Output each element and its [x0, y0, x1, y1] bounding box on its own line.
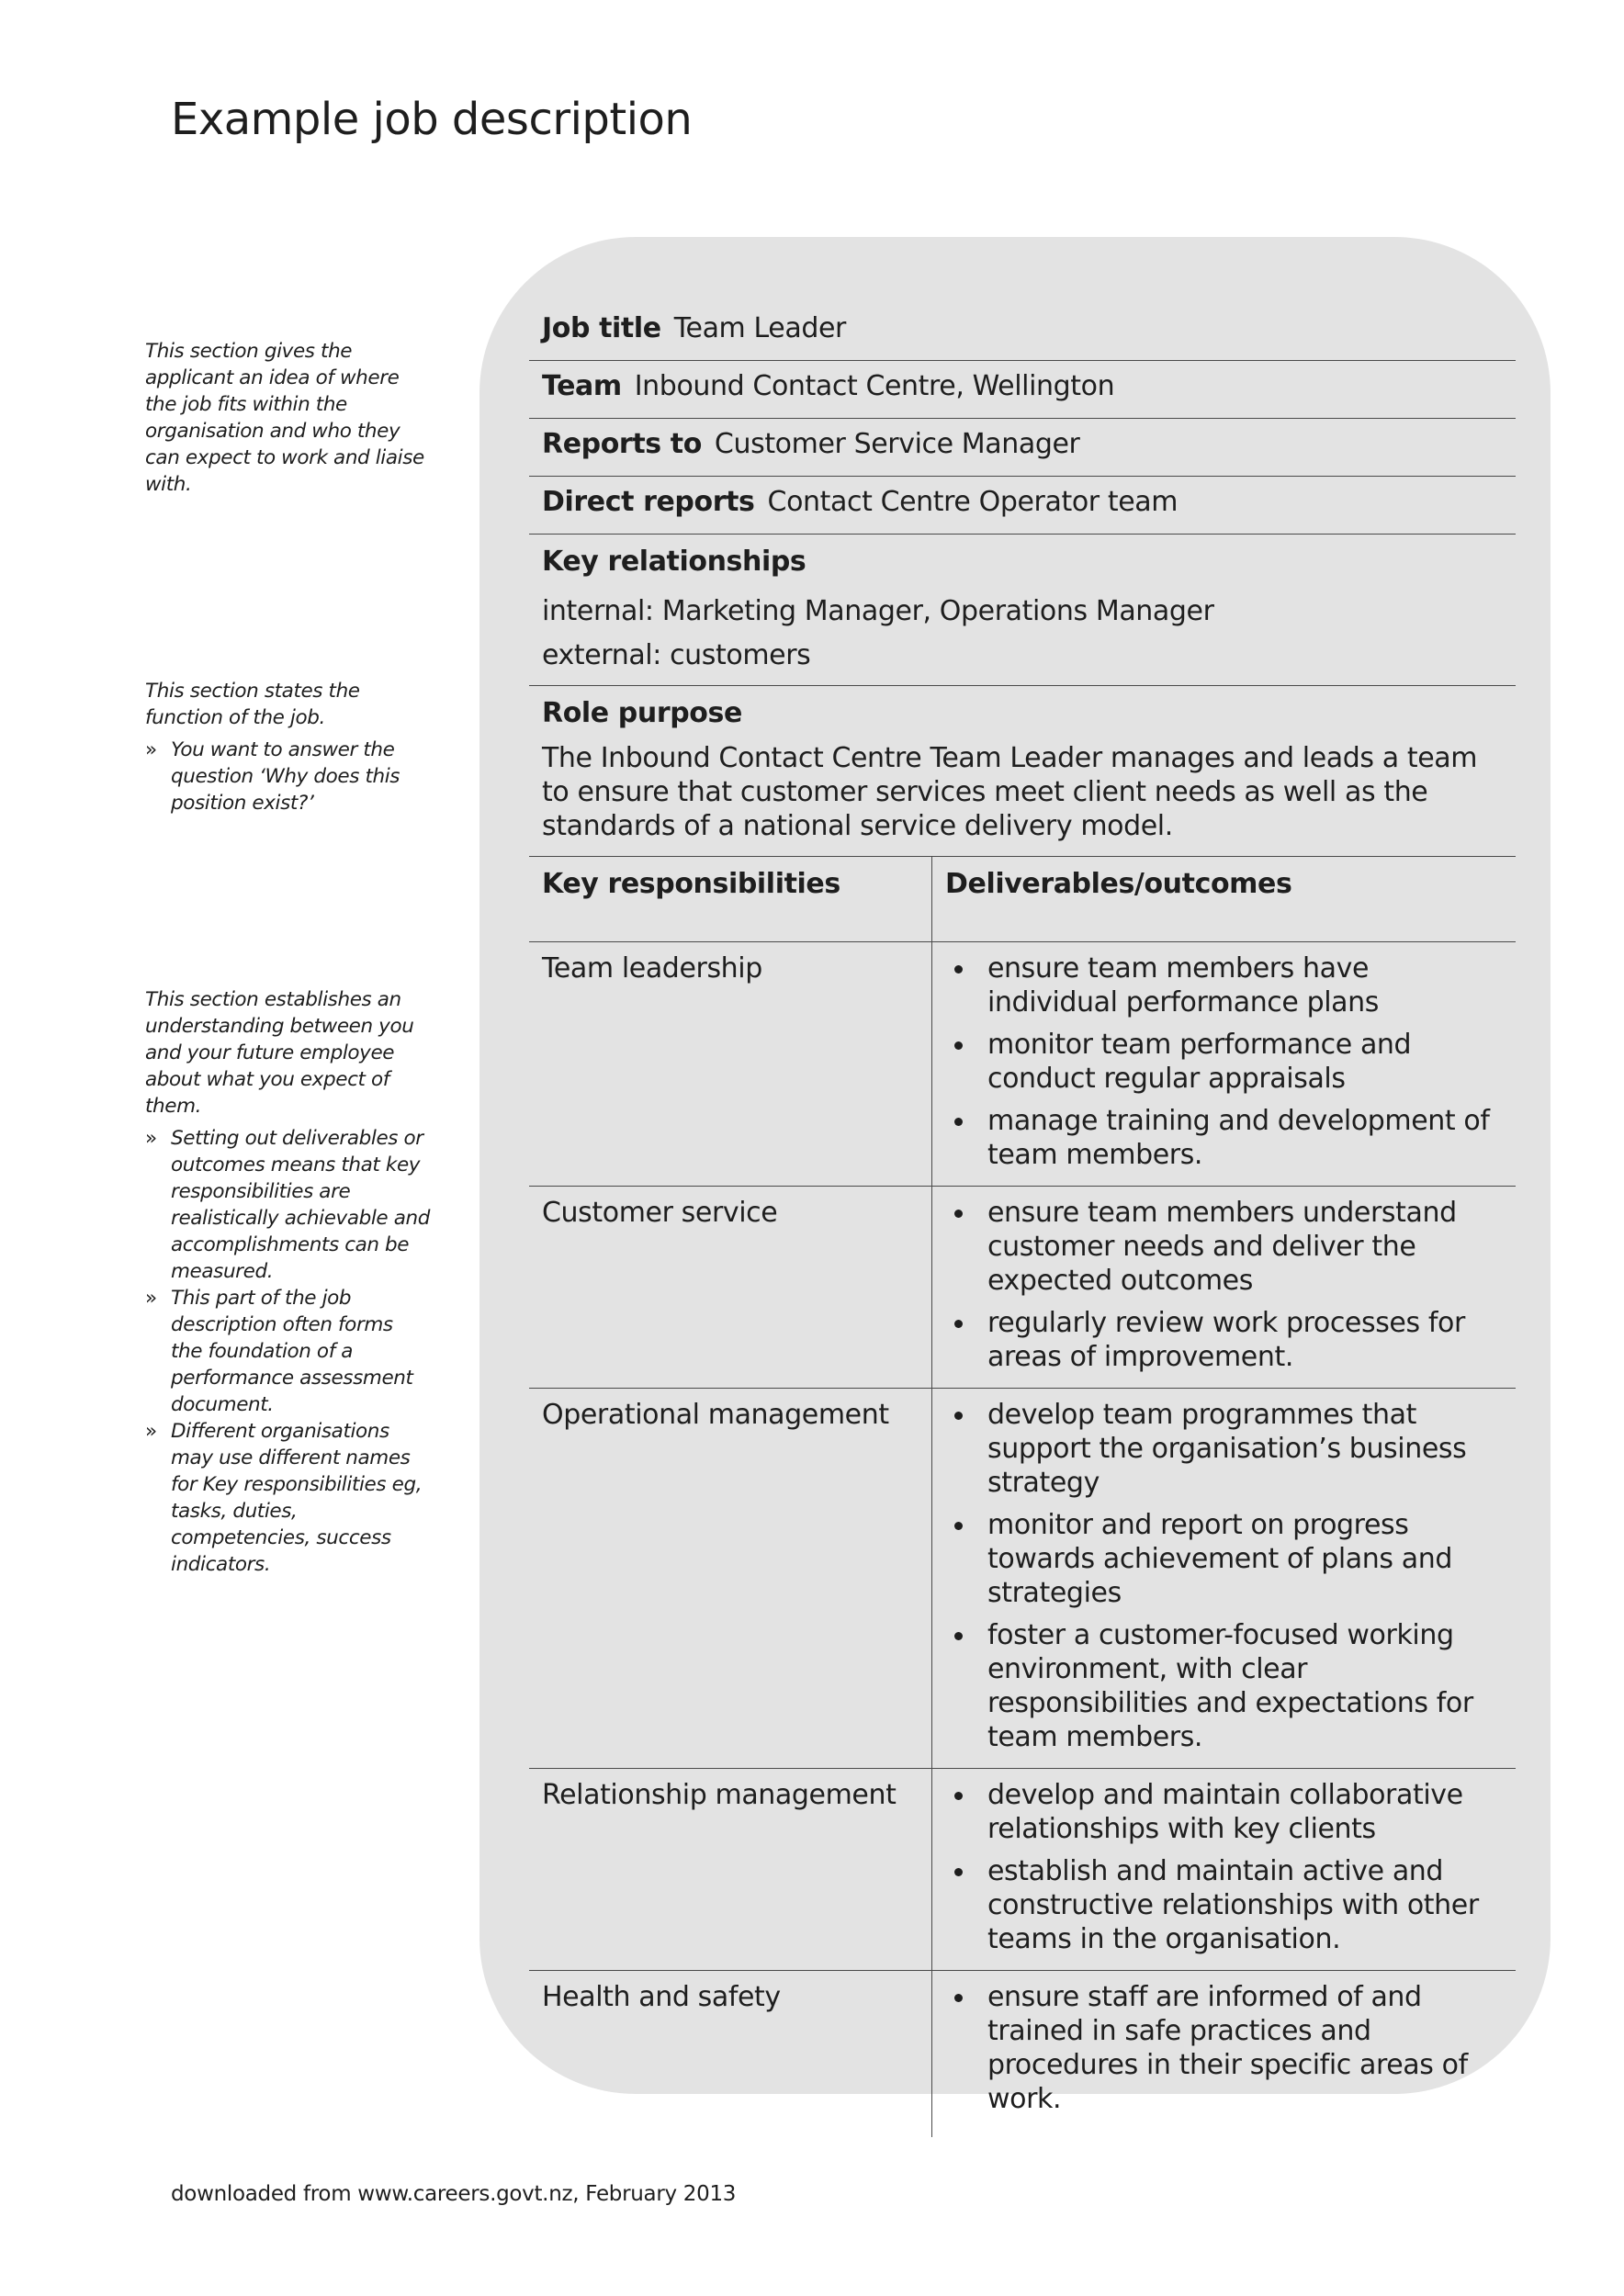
field-label: Direct reports: [542, 486, 755, 518]
table-row: [529, 1187, 1516, 1389]
column-header: Key responsibilities: [529, 857, 932, 942]
field-label: Job title: [542, 312, 661, 344]
role-purpose-text: The Inbound Contact Centre Team Leader manages and leads a team to ensure that customer services meet client needs as well as the standards of a national service delivery model.: [542, 742, 1478, 842]
table-row: [529, 1389, 1516, 1769]
table-header-row: [529, 857, 1516, 942]
side-note-bullet: » Setting out deliverables or outcomes means that key responsibilities are realistically achievable and accomplishments can be measured.: [145, 1125, 430, 1285]
side-note-list: [145, 1125, 430, 1578]
table-row: [529, 1769, 1516, 1971]
side-note-text: This section states the function of the job.: [145, 680, 360, 729]
key-relationships-internal: internal: Marketing Manager, Operations Manager: [542, 595, 1214, 627]
responsibility-area: Customer service: [529, 1187, 932, 1389]
deliverable-item: regularly review work processes for areas of improvement.: [945, 1306, 1503, 1374]
table-row: [529, 942, 1516, 1187]
deliverables-cell: [932, 942, 1517, 1187]
side-note-purpose: [145, 678, 430, 816]
field-value: Inbound Contact Centre, Wellington: [634, 370, 1115, 402]
deliverables-cell: [932, 1769, 1517, 1971]
key-relationships-label: Key relationships: [542, 546, 806, 578]
responsibility-area: Relationship management: [529, 1769, 932, 1971]
side-note-text: This section establishes an understanding between you and your future employee about what you expect of them.: [145, 988, 414, 1118]
field-value: Team Leader: [673, 312, 846, 344]
side-note-list: [145, 737, 430, 816]
field-reports-to: [529, 419, 1516, 477]
deliverables-cell: [932, 1389, 1517, 1769]
side-note-context: [145, 338, 430, 498]
footer-source: downloaded from www.careers.govt.nz, February 2013: [171, 2182, 737, 2206]
deliverable-item: ensure team members have individual performance plans: [945, 951, 1503, 1019]
deliverable-item: monitor team performance and conduct regular appraisals: [945, 1028, 1503, 1096]
deliverables-cell: [932, 1187, 1517, 1389]
key-relationships-external: external: customers: [542, 639, 811, 671]
job-description-card: [529, 303, 1516, 2137]
responsibility-area: Team leadership: [529, 942, 932, 1187]
role-purpose-label: Role purpose: [542, 697, 742, 729]
key-relationships: [529, 535, 1516, 686]
field-label: Reports to: [542, 428, 702, 460]
deliverable-item: establish and maintain active and constructive relationships with other teams in the organisation.: [945, 1854, 1503, 1956]
deliverables-cell: [932, 1971, 1517, 2138]
deliverable-item: manage training and development of team members.: [945, 1104, 1503, 1172]
deliverable-item: develop team programmes that support the organisation’s business strategy: [945, 1398, 1503, 1500]
deliverable-item: monitor and report on progress towards achievement of plans and strategies: [945, 1508, 1503, 1610]
deliverable-item: ensure team members understand customer needs and deliver the expected outcomes: [945, 1196, 1503, 1298]
side-note-responsibilities: [145, 986, 430, 1578]
responsibilities-table: [529, 857, 1516, 2137]
deliverable-item: develop and maintain collaborative relationships with key clients: [945, 1778, 1503, 1846]
side-note-bullet: » You want to answer the question ‘Why does this position exist?’: [145, 737, 430, 816]
field-direct-reports: [529, 477, 1516, 535]
page-title: Example job description: [171, 94, 693, 145]
table-row: [529, 1971, 1516, 2138]
field-value: Contact Centre Operator team: [767, 486, 1179, 518]
column-header: Deliverables/outcomes: [932, 857, 1517, 942]
field-value: Customer Service Manager: [714, 428, 1080, 460]
field-job-title: [529, 303, 1516, 361]
side-note-bullet: » This part of the job description often forms the foundation of a performance assessment document.: [145, 1285, 430, 1418]
field-label: Team: [542, 370, 622, 402]
deliverable-item: ensure staff are informed of and trained in safe practices and procedures in their specific areas of work.: [945, 1980, 1503, 2116]
responsibility-area: Health and safety: [529, 1971, 932, 2138]
deliverable-item: foster a customer-focused working environment, with clear responsibilities and expectations for team members.: [945, 1618, 1503, 1754]
role-purpose: [529, 686, 1516, 857]
field-team: [529, 361, 1516, 419]
side-note-text: This section gives the applicant an idea of where the job fits within the organisation and who they can expect to work and liaise with.: [145, 340, 424, 496]
side-note-bullet: » Different organisations may use different names for Key responsibilities eg, tasks, duties, competencies, success indicators.: [145, 1418, 430, 1578]
responsibility-area: Operational management: [529, 1389, 932, 1769]
